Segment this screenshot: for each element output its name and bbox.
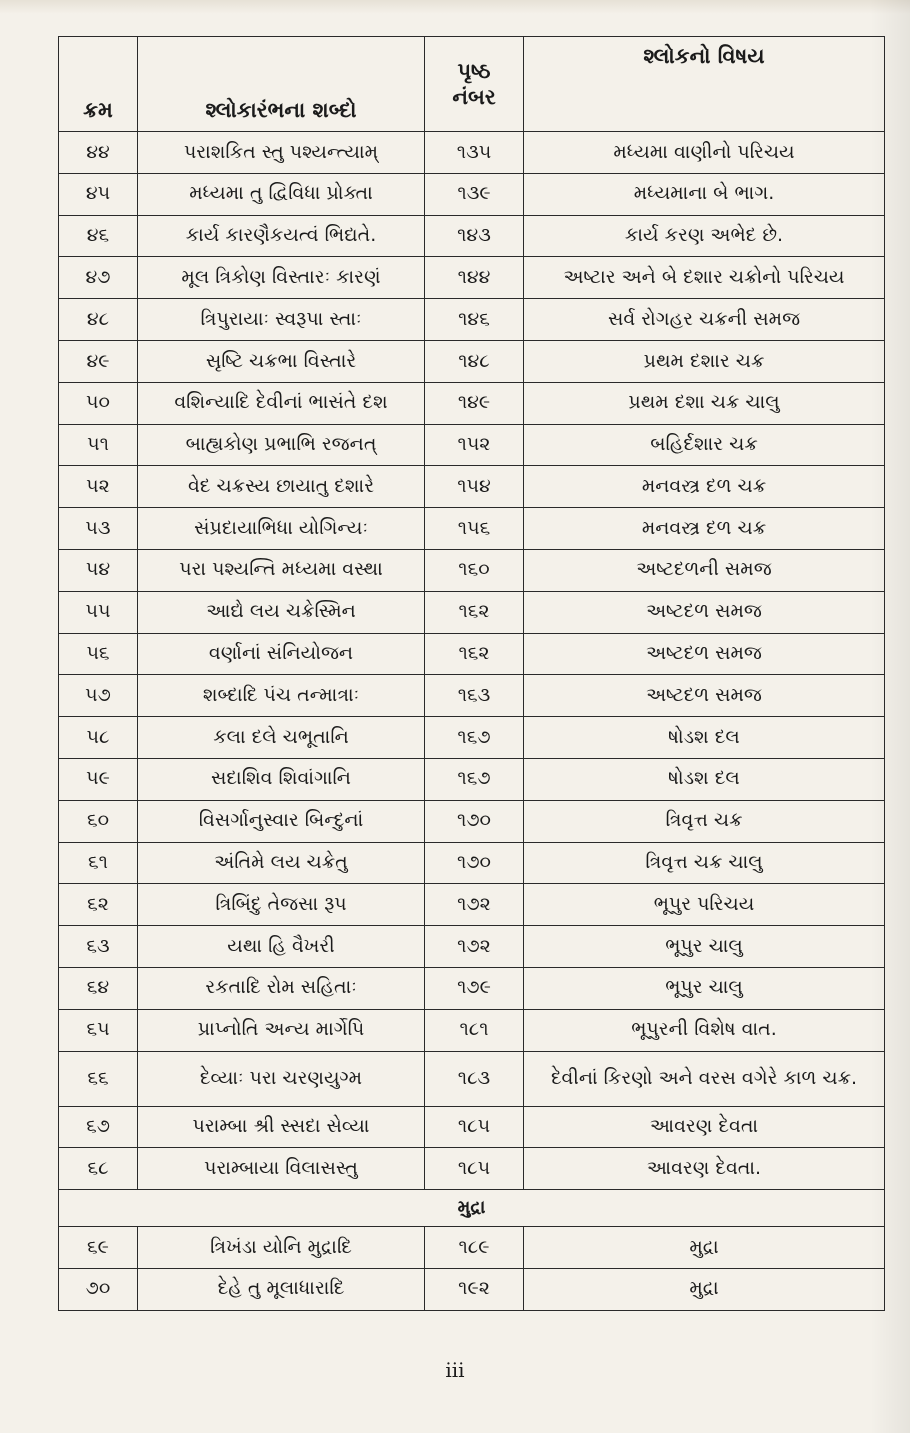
cell-page: ૧૮૧ [425, 1009, 524, 1051]
cell-page: ૧૪૬ [425, 299, 524, 341]
cell-verse-start: પરા પશ્યન્તિ મધ્યમા વસ્થા [138, 549, 425, 591]
cell-serial: ૬૫ [59, 1009, 138, 1051]
cell-subject: અષ્ટદળ સમજ [524, 675, 885, 717]
cell-serial: ૪૪ [59, 132, 138, 174]
cell-serial: ૬૯ [59, 1227, 138, 1269]
cell-verse-start: પ્રાપ્નોતિ અન્ય માર્ગેપિ [138, 1009, 425, 1051]
cell-subject: ષોડશ દલ [524, 717, 885, 759]
cell-serial: ૫૧ [59, 424, 138, 466]
cell-page: ૧૭૨ [425, 926, 524, 968]
cell-verse-start: પરામ્બા શ્રી સ્સદા સેવ્યા [138, 1106, 425, 1148]
cell-subject: મધ્યમાના બે ભાગ. [524, 173, 885, 215]
cell-subject: ષોડશ દલ [524, 758, 885, 800]
table-row [59, 257, 885, 299]
cell-verse-start: દેહે તુ મૂલાધારાદિ [138, 1268, 425, 1310]
table-row [59, 800, 885, 842]
cell-serial: ૬૪ [59, 967, 138, 1009]
cell-page: ૧૯૨ [425, 1268, 524, 1310]
cell-page: ૧૪૪ [425, 257, 524, 299]
header-verse-start: શ્લોકારંભના શબ્દો [138, 37, 425, 132]
cell-page: ૧૭૦ [425, 842, 524, 884]
cell-verse-start: કલા દલે ચભૂતાનિ [138, 717, 425, 759]
cell-serial: ૫૦ [59, 382, 138, 424]
cell-page: ૧૬૭ [425, 717, 524, 759]
cell-subject: મનવસ્ત્ર દળ ચક્ર [524, 508, 885, 550]
table-row [59, 675, 885, 717]
cell-serial: ૬૩ [59, 926, 138, 968]
cell-serial: ૬૨ [59, 884, 138, 926]
cell-serial: ૪૭ [59, 257, 138, 299]
table-row [59, 1106, 885, 1148]
cell-subject: ભૂપુર ચાલુ [524, 926, 885, 968]
table-row [59, 1268, 885, 1310]
table-row [59, 967, 885, 1009]
cell-page: ૧૩૯ [425, 173, 524, 215]
cell-subject: પ્રથમ દશાર ચક્ર [524, 340, 885, 382]
cell-serial: ૪૮ [59, 299, 138, 341]
cell-verse-start: સૃષ્ટિ ચક્રભા વિસ્તારે [138, 340, 425, 382]
table-row [59, 758, 885, 800]
cell-page: ૧૫૬ [425, 508, 524, 550]
cell-serial: ૫૮ [59, 717, 138, 759]
contents-table [58, 36, 885, 1311]
table-row [59, 173, 885, 215]
cell-verse-start: વશિન્યાદિ દેવીનાં ભાસંતે દશ [138, 382, 425, 424]
cell-subject: ભૂપુર ચાલુ [524, 967, 885, 1009]
cell-verse-start: વેદ ચક્રસ્ય છાયાતુ દશારે [138, 466, 425, 508]
cell-verse-start: પરામ્બાયા વિલાસસ્તુ [138, 1148, 425, 1190]
cell-verse-start: આદ્યે લય ચક્રેસ્મિન [138, 591, 425, 633]
cell-subject: પ્રથમ દશા ચક્ર ચાલુ [524, 382, 885, 424]
cell-verse-start: મધ્યમા તુ દ્વિવિધા પ્રોક્તા [138, 173, 425, 215]
cell-page: ૧૭૯ [425, 967, 524, 1009]
cell-serial: ૬૬ [59, 1051, 138, 1106]
table-row [59, 382, 885, 424]
section-row [59, 1190, 885, 1227]
table-row [59, 926, 885, 968]
cell-verse-start: સદાશિવ શિવાંગાનિ [138, 758, 425, 800]
cell-serial: ૫૭ [59, 675, 138, 717]
cell-page: ૧૪૩ [425, 215, 524, 257]
cell-page: ૧૮૯ [425, 1227, 524, 1269]
header-page-line1: પૃષ્ઠ [457, 58, 491, 83]
header-row [59, 37, 885, 132]
table-row [59, 132, 885, 174]
header-page-number [425, 37, 524, 132]
cell-page: ૧૬૨ [425, 591, 524, 633]
cell-verse-start: ત્રિખંડા યોનિ મુદ્રાદિ [138, 1227, 425, 1269]
cell-verse-start: મૂલ ત્રિકોણ વિસ્તારઃ કારણં [138, 257, 425, 299]
cell-verse-start: પરાશકિત સ્તુ પશ્યન્ત્યામ્ [138, 132, 425, 174]
table-row [59, 549, 885, 591]
table-row [59, 340, 885, 382]
table-row [59, 633, 885, 675]
cell-serial: ૪૬ [59, 215, 138, 257]
cell-page: ૧૬૨ [425, 633, 524, 675]
table-row [59, 717, 885, 759]
cell-serial: ૫૩ [59, 508, 138, 550]
cell-verse-start: કાર્ય કારણૈકયત્વં ભિદ્યતે. [138, 215, 425, 257]
cell-verse-start: વિસર્ગાનુસ્વાર બિન્દુનાં [138, 800, 425, 842]
table-row [59, 1227, 885, 1269]
cell-subject: બહિર્દશાર ચક્ર [524, 424, 885, 466]
cell-serial: ૬૮ [59, 1148, 138, 1190]
table-row [59, 1148, 885, 1190]
cell-subject: અષ્ટદળ સમજ [524, 591, 885, 633]
cell-serial: ૪૯ [59, 340, 138, 382]
cell-verse-start: શબ્દાદિ પંચ તન્માત્રાઃ [138, 675, 425, 717]
cell-subject: ત્રિવૃત્ત ચક્ર [524, 800, 885, 842]
cell-serial: ૬૧ [59, 842, 138, 884]
cell-serial: ૫૯ [59, 758, 138, 800]
cell-serial: ૫૨ [59, 466, 138, 508]
cell-subject: કાર્ય કરણ અભેદ છે. [524, 215, 885, 257]
cell-subject: ત્રિવૃત્ત ચક્ર ચાલુ [524, 842, 885, 884]
cell-verse-start: અંતિમે લય ચક્રેતુ [138, 842, 425, 884]
cell-serial: ૫૫ [59, 591, 138, 633]
cell-subject: મધ્યમા વાણીનો પરિચય [524, 132, 885, 174]
cell-subject: મનવસ્ત્ર દળ ચક્ર [524, 466, 885, 508]
cell-page: ૧૪૮ [425, 340, 524, 382]
cell-page: ૧૫૪ [425, 466, 524, 508]
table-row [59, 591, 885, 633]
table-row [59, 842, 885, 884]
cell-serial: ૬૭ [59, 1106, 138, 1148]
table-row [59, 508, 885, 550]
cell-subject: દેવીનાં કિરણો અને વરસ વગેરે કાળ ચક્ર. [524, 1051, 885, 1106]
cell-verse-start: સંપ્રદાયાભિધા યોગિન્યઃ [138, 508, 425, 550]
cell-page: ૧૮૫ [425, 1106, 524, 1148]
cell-subject: સર્વ રોગહર ચક્રની સમજ [524, 299, 885, 341]
cell-serial: ૫૪ [59, 549, 138, 591]
cell-subject: મુદ્રા [524, 1227, 885, 1269]
cell-subject: ભૂપુરની વિશેષ વાત. [524, 1009, 885, 1051]
cell-subject: આવરણ દેવતા [524, 1106, 885, 1148]
page-top-edge [0, 0, 910, 14]
header-page-line2: નંબર [452, 85, 496, 109]
cell-subject: આવરણ દેવતા. [524, 1148, 885, 1190]
cell-page: ૧૬૭ [425, 758, 524, 800]
cell-subject: મુદ્રા [524, 1268, 885, 1310]
cell-page: ૧૭૨ [425, 884, 524, 926]
cell-page: ૧૮૫ [425, 1148, 524, 1190]
cell-serial: ૭૦ [59, 1268, 138, 1310]
cell-page: ૧૭૦ [425, 800, 524, 842]
table-row [59, 1051, 885, 1106]
table-row [59, 1009, 885, 1051]
cell-verse-start: ત્રિપુરાયાઃ સ્વરૂપા સ્તાઃ [138, 299, 425, 341]
header-serial: ક્રમ [59, 37, 138, 132]
cell-verse-start: ત્રિબિંદુ તેજસા રૂપ [138, 884, 425, 926]
cell-serial: ૫૬ [59, 633, 138, 675]
cell-page: ૧૮૩ [425, 1051, 524, 1106]
cell-page: ૧૫૨ [425, 424, 524, 466]
cell-subject: અષ્ટદળ સમજ [524, 633, 885, 675]
table-row [59, 424, 885, 466]
table-row [59, 884, 885, 926]
cell-subject: અષ્ટદળની સમજ [524, 549, 885, 591]
section-label: મુદ્રા [59, 1190, 885, 1227]
cell-page: ૧૬૩ [425, 675, 524, 717]
contents-body [59, 132, 885, 1311]
cell-verse-start: દેવ્યાઃ પરા ચરણયુગ્મ [138, 1051, 425, 1106]
cell-page: ૧૬૦ [425, 549, 524, 591]
cell-page: ૧૪૯ [425, 382, 524, 424]
table-row [59, 299, 885, 341]
table-row [59, 466, 885, 508]
cell-verse-start: વર્ણાનાં સંનિયોજન [138, 633, 425, 675]
cell-verse-start: બાહ્યકોણ પ્રભાભિ રજનત્ [138, 424, 425, 466]
table-row [59, 215, 885, 257]
cell-serial: ૬૦ [59, 800, 138, 842]
page-number: iii [445, 1358, 465, 1382]
cell-subject: ભૂપુર પરિચય [524, 884, 885, 926]
header-subject: શ્લોકનો વિષય [524, 37, 885, 132]
cell-page: ૧૩૫ [425, 132, 524, 174]
cell-serial: ૪૫ [59, 173, 138, 215]
cell-subject: અષ્ટાર અને બે દશાર ચક્રોનો પરિચય [524, 257, 885, 299]
cell-verse-start: યથા હિ વૈખરી [138, 926, 425, 968]
cell-verse-start: રકતાદિ રોમ સહિતાઃ [138, 967, 425, 1009]
